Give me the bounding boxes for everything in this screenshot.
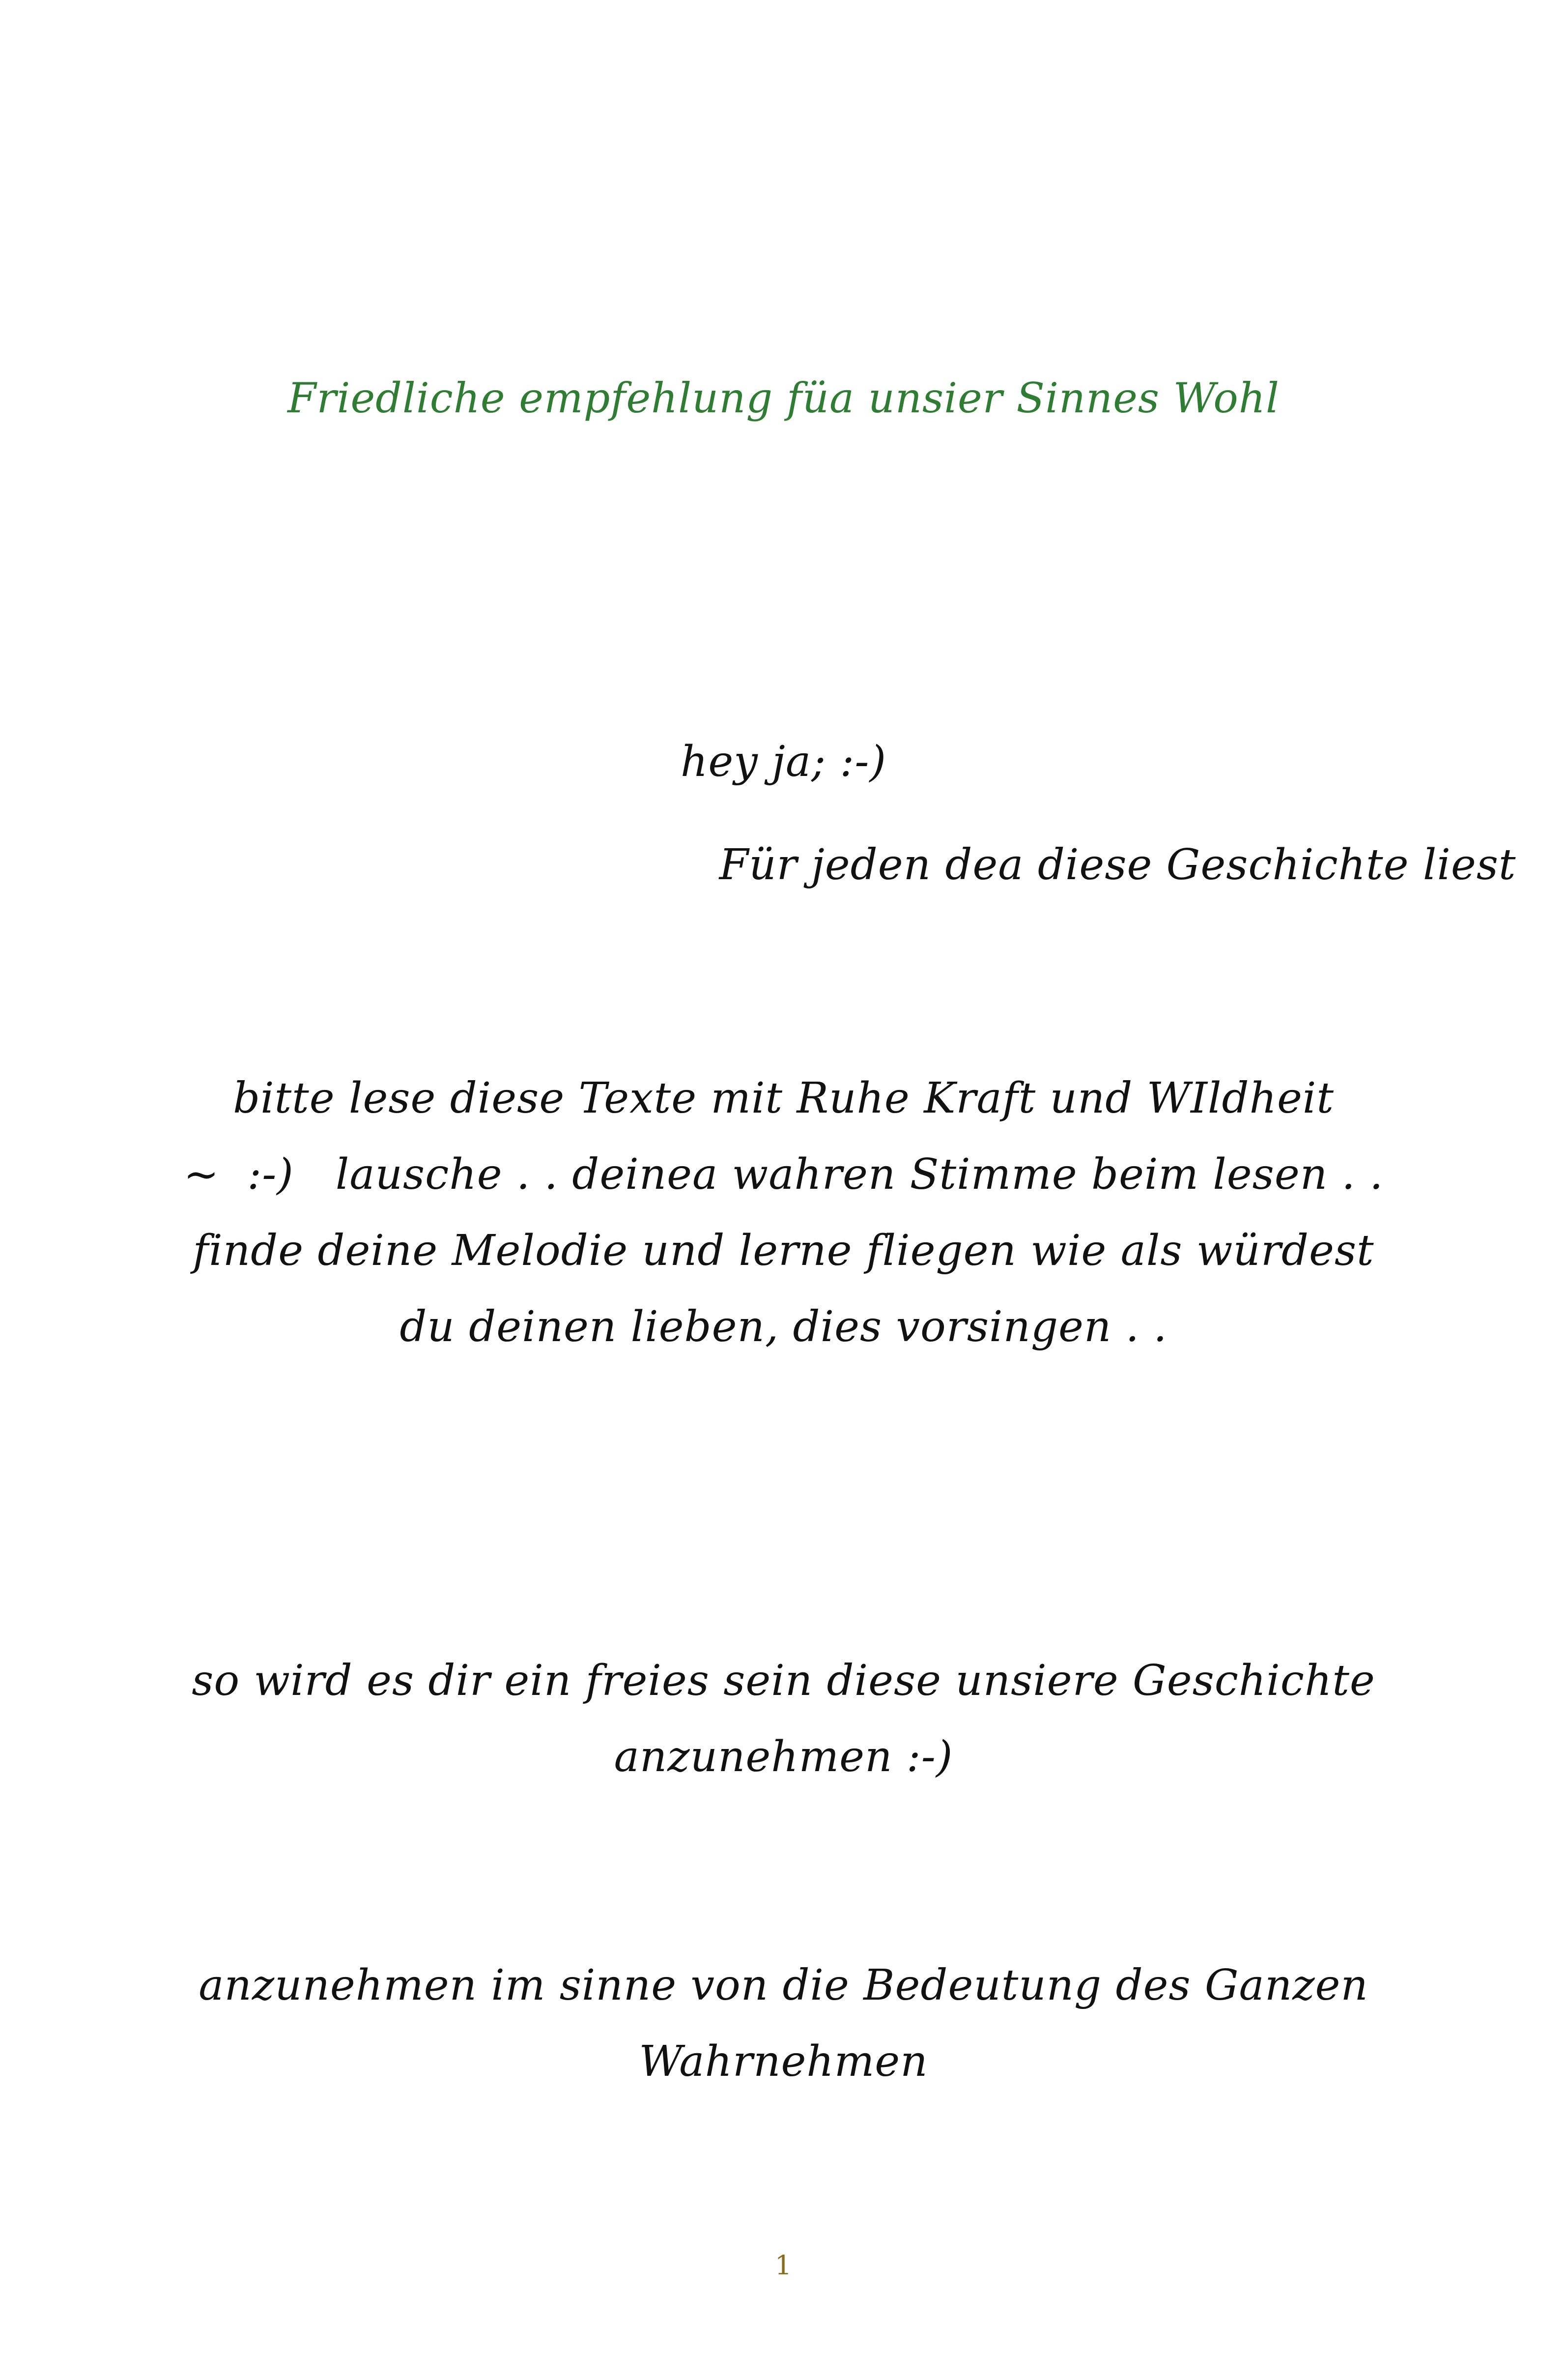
paragraph1-line-4: du deinen lieben, dies vorsingen . . — [399, 1302, 1168, 1351]
document-title: Friedliche empfehlung füa unsier Sinnes Wohl — [287, 374, 1280, 422]
dedication-line: Für jeden dea diese Geschichte liest — [719, 840, 1516, 889]
page-number: 1 — [774, 2250, 793, 2281]
paragraph2-line-1: so wird es dir ein freies sein diese unsiere Geschichte — [192, 1656, 1375, 1705]
paragraph1-line-1: bitte lese diese Texte mit Ruhe Kraft und WIldheit — [233, 1074, 1334, 1123]
paragraph1-line-2: ~ :-) lausche . . deinea wahren Stimme beim lesen . . — [183, 1150, 1384, 1199]
greeting-line: hey ja; :-) — [680, 737, 887, 786]
paragraph2-line-2: anzunehmen :-) — [614, 1732, 953, 1781]
paragraph1-line-3: finde deine Melodie und lerne fliegen wie als würdest — [193, 1226, 1374, 1275]
paragraph3-line-2: Wahrnehmen — [639, 2037, 928, 2086]
paragraph3-line-1: anzunehmen im sinne von die Bedeutung des Ganzen — [199, 1961, 1368, 2010]
